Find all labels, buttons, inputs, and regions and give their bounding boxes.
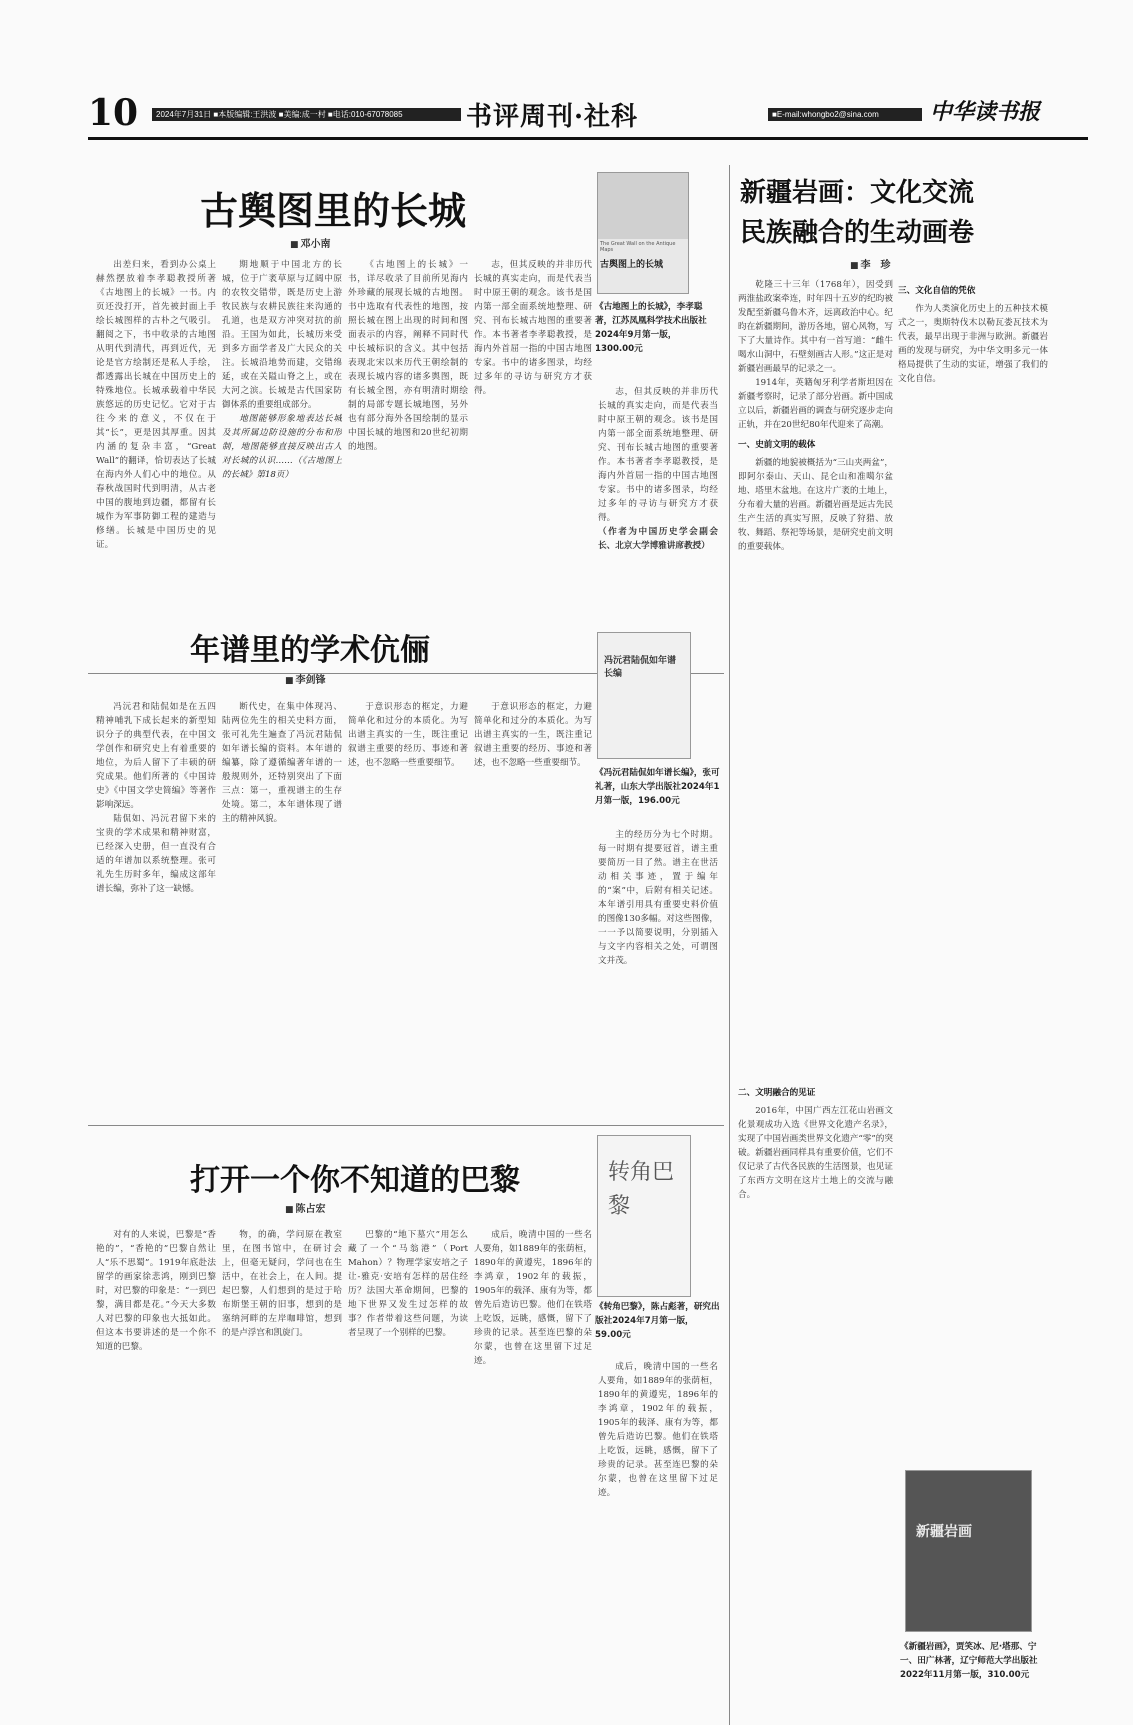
- article3-title: 年谱里的学术伉俪: [190, 633, 430, 668]
- article4-column-3: 巴黎的“地下墓穴”用怎么藏了一个“马翁港”（Port Mahon）？物理学家安培之子让-雅克·安培有怎样的居住经历？法国大革命期间，巴黎的地下世界又发生过怎样的故事？作者带着这些问题，为读者呈现了一个别样的巴黎。: [348, 1230, 468, 1338]
- article4-caption: 《转角巴黎》，陈占彪著，研究出版社2024年7月第一版，59.00元: [595, 1302, 720, 1340]
- masthead-rule: [88, 137, 1088, 140]
- article1-column-3: 《古地图上的长城》一书，详尽收录了目前所见海内外珍藏的展现长城的古地图。书中选取有代表性的地图，按照长城在图上出现的时间和图面表示的内容，阐释不同时代中长城标识的含义。其中包括表现北宋以来历代王朝绘制的表现长城内容的诸多舆图，既有长城全图，亦有明清时期绘制的局部专题长城地图，另外也有部分海外各国绘制的显示中国长城的地图和20世纪初期的地图。: [348, 260, 468, 452]
- article2-subhead-3: 三、文化自信的凭依: [898, 286, 976, 296]
- article1-column-2: 期地顺于中国北方的长城，位于广袤草原与辽阔中原的农牧交错带，既是历史上游牧民族与农耕民族往来沟通的孔道，也是双方冲突对抗的前沿。王国为如此，长城历来受到多方面学者及广大民众的关注。长城沿地势而建，交错绵延，或在关隘山脊之上，或在大河之滨。长城是古代国家防御体系的重要组成部分。 地图能够形象地表达长城及其所属边防设施的分布和形制，地图能够直接反映出古人对长城的认识……（《古地图上的长城》第18页）: [222, 260, 342, 480]
- article1-column-4: 志，但其反映的并非历代长城的真实走向，而是代表当时中原王朝的观念。该书是国内第一部全面系统地整理、研究、刊布长城古地图的重要著作。本书著者李孝聪教授，是海内外首屈一指的中国古地图专家。书中的诸多图录，均经过多年的寻访与研究方才获得。: [474, 260, 592, 396]
- article1-column-5: 志，但其反映的并非历代长城的真实走向，而是代表当时中原王朝的观念。该书是国内第一部全面系统地整理、研究、刊布长城古地图的重要著作。本书著者李孝聪教授，是海内外首屈一指的中国古地图专家。书中的诸多图录，均经过多年的寻访与研究方才获得。 （作者为中国历史学会副会长、北京大学博雅讲席教授）: [598, 387, 718, 551]
- article2-subhead-2: 二、文明融合的见证: [738, 1088, 816, 1098]
- article2-subhead-1: 一、史前文明的载体: [738, 440, 816, 450]
- article3-column-3: 于意识形态的框定，力避简单化和过分的本质化。为写出谱主真实的一生，既注重记叙谱主重要的经历、事迹和著述，也不忽略一些重要细节。: [348, 702, 468, 768]
- article3-book-cover: 冯沅君陆侃如年谱长编: [597, 632, 691, 759]
- article2-title-line-2: 民族融合的生动画卷: [740, 218, 975, 248]
- article1-caption: 《古地图上的长城》，李孝聪著，江苏凤凰科学技术出版社2024年9月第一版，1300.00元: [595, 302, 707, 354]
- article3-column-4: 于意识形态的框定，力避简单化和过分的本质化。为写出谱主真实的一生，既注重记叙谱主重要的经历、事迹和著述，也不忽略一些重要细节。: [474, 702, 592, 768]
- article1-book-cover: The Great Wall on the Antique Maps 古舆图上的长城: [597, 172, 689, 294]
- contact-email: ■E-mail:whongbo2@sina.com: [768, 108, 922, 121]
- article1-author: ■ 邓小南: [290, 235, 331, 250]
- paper-logo: 中华读书报: [930, 99, 1041, 125]
- article4-book-cover: 转角巴黎: [597, 1135, 691, 1297]
- issue-meta: 2024年7月31日 ■本版编辑:王洪波 ■美编:成一村 ■电话:010-67078085: [152, 108, 461, 121]
- article4-column-2: 物，的确，学问原在教室里，在图书馆中，在研讨会上，但毫无疑问，学问也在生活中，在社会上，在人间。提起巴黎，人们想到的是过于哈布斯堡王朝的旧事，想到的是塞纳河畔的左岸咖啡馆，想到的是卢浮宫和凯旋门。: [222, 1230, 342, 1338]
- section-divider-2: [88, 1125, 724, 1126]
- article2-caption: 《新疆岩画》，贾笑冰、尼·塔那、宁一、田广林著，辽宁师范大学出版社2022年11月第一版，310.00元: [900, 1642, 1038, 1680]
- article4-title: 打开一个你不知道的巴黎: [190, 1163, 520, 1198]
- article1-column-1: 出差归来，看到办公桌上赫然摆放着李孝聪教授所著《古地图上的长城》一书。内页还没打开，首先被封面上手绘长城图样的古朴之气吸引。翻阅之下，书中收录的古地图从明代到清代，再到近代，无论是官方绘制还是私人手绘，都透露出长城在中国历史上的特殊地位。长城承载着中华民族悠远的历史记忆。它对于古往今来的意义，不仅在于其“长”，更是因其厚重。因其内涵的复杂丰富，“Great Wall”的翻译，恰切表达了长城在海内外人们心中的地位。从春秋战国时代到明清，从古老中国的腹地到边疆，都留有长城作为军事防御工程的建造与修缮。长城是中国历史的见证。: [96, 260, 216, 550]
- article3-column-5: 主的经历分为七个时期。每一时期有提要冠首，谱主重要简历一目了然。谱主在世活动相关事迹，置于编年的“案”中，后附有相关记述。本年谱引用具有重要史料价值的图像130多幅。对这些图像，一一予以简要说明，分别插入与文字内容相关之处，可谓图文并茂。: [598, 830, 718, 966]
- article4-column-4: 成后，晚清中国的一些名人要角，如1889年的张荫桓，1890年的黄遵宪，1896年的李鸿章，1902年的载振，1905年的载泽、康有为等，都曾先后造访巴黎。他们在铁塔上吃饭，远眺，感慨，留下了珍贵的记录。甚至连巴黎的朵尔蒙，也曾在这里留下过足迹。: [474, 1230, 592, 1366]
- article3-author: ■ 李剑锋: [285, 671, 326, 686]
- article4-author: ■ 陈占宏: [285, 1200, 326, 1215]
- article2-title-line-1: 新疆岩画：文化交流: [740, 178, 975, 208]
- article2-book-cover: 新疆岩画: [905, 1470, 1032, 1632]
- column-divider: [729, 165, 730, 1725]
- article3-column-1: 冯沅君和陆侃如是在五四精神哺乳下成长起来的新型知识分子的典型代表，在中国文学创作和研究史上有着重要的地位，为后人留下了丰硕的研究成果。他们所著的《中国诗史》《中国文学史简编》等著作影响深远。 陆侃如、冯沅君留下来的宝贵的学术成果和精神财富，已经深入史册，但一直没有合适的年谱加以系统整理。张可礼先生历时多年，编成这部年谱长编，弥补了这一缺憾。: [96, 702, 216, 894]
- article3-caption: 《冯沅君陆侃如年谱长编》，张可礼著，山东大学出版社2024年1月第一版，196.00元: [595, 768, 720, 806]
- article3-column-2: 断代史，在集中体现冯、陆两位先生的相关史料方面，张可礼先生遍查了冯沅君陆侃如年谱长编的资料。本年谱的编纂，除了遵循编著年谱的一般规则外，还特别突出了下面三点：第一，重视谱主的生存处境。第二，本年谱体现了谱主的精神风貌。: [222, 702, 342, 824]
- article2-column-3: 二、文明融合的见证 2016年，中国广西左江花山岩画文化景观成功入选《世界文化遗产名录》，实现了中国岩画类世界文化遗产“零”的突破。新疆岩画同样具有重要价值，它们不仅记录了古代各民族的生活图景，也见证了东西方文明在这片土地上的交流与融合。: [738, 1088, 893, 1200]
- article2-author: ■ 李 珍: [850, 256, 891, 271]
- article2-column-2: 三、文化自信的凭依 作为人类演化历史上的五种技术模式之一，奥斯特伐木以勒瓦娄瓦技术为代表，最早出现于非洲与欧洲。新疆岩画的发现与研究，为中华文明多元一体格局提供了生动的实证，增强了我们的文化自信。: [898, 286, 1048, 384]
- article4-column-1: 对有的人来说，巴黎是“香艳的”，“香艳的”巴黎自然让人“乐不思蜀”。1919年底赴法留学的画家徐悲鸿，刚到巴黎时，对巴黎的印象是：“一到巴黎，满目都是花。”今天大多数人对巴黎的印象也大抵如此。但这本书要讲述的是一个你不知道的巴黎。: [96, 1230, 216, 1352]
- article4-column-5: 成后，晚清中国的一些名人要角，如1889年的张荫桓，1890年的黄遵宪，1896年的李鸿章，1902年的载振，1905年的载泽、康有为等，都曾先后造访巴黎。他们在铁塔上吃饭，远眺，感慨，留下了珍贵的记录。甚至连巴黎的朵尔蒙，也曾在这里留下过足迹。: [598, 1362, 718, 1498]
- article2-column-1: 乾隆三十三年（1768年），因受到两淮盐政案牵连，时年四十五岁的纪昀被发配至新疆乌鲁木齐，远离政治中心。纪昀在新疆期间，游历各地，留心风物，写下了大量诗作。其中有一首写道：“雌牛喝水山洞中，石壁刻画古人形。”这正是对新疆岩画最早的记录之一。 1914年，英籍匈牙利学者斯坦因在新疆考察时，记录了部分岩画。新中国成立以后，新疆岩画的调查与研究逐步走向正轨，并在20世纪80年代迎来了高潮。 一、史前文明的载体 新疆的地貌被概括为“三山夹两盆”，即阿尔泰山、天山、昆仑山和准噶尔盆地、塔里木盆地。在这片广袤的土地上，分布着大量的岩画。新疆岩画是远古先民生产生活的真实写照，反映了狩猎、放牧、舞蹈、祭祀等场景，是研究史前文明的重要载体。: [738, 280, 893, 552]
- article1-title: 古舆图里的长城: [200, 188, 467, 233]
- page-number: 10: [88, 92, 139, 134]
- article1-footer: （作者为中国历史学会副会长、北京大学博雅讲席教授）: [598, 527, 718, 551]
- section-title: 书评周刊·社科: [466, 102, 639, 132]
